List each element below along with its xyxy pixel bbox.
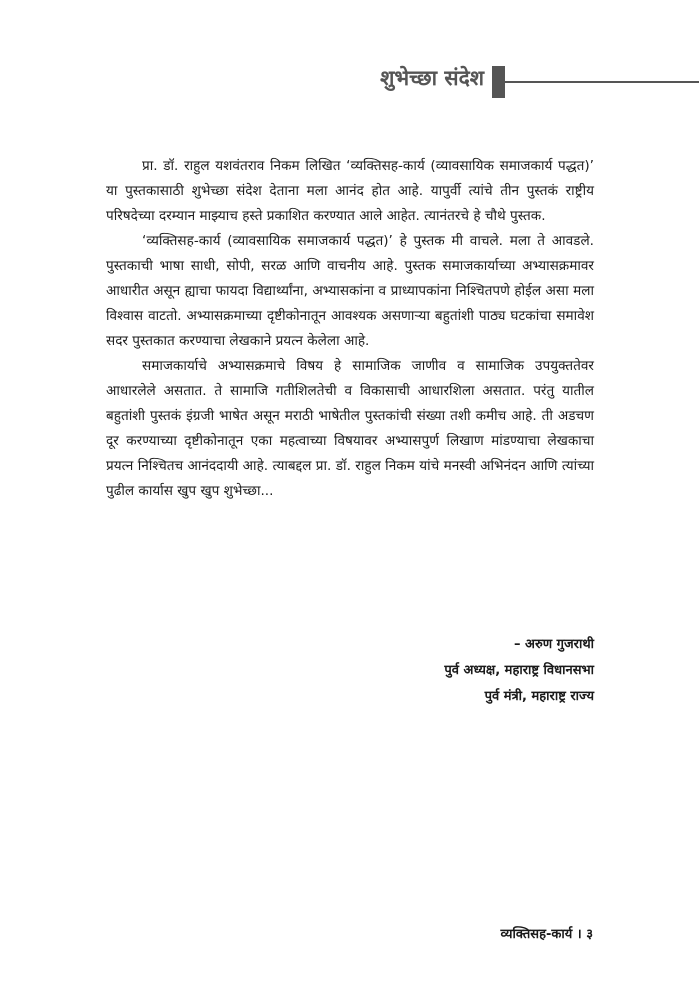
signature-block: [444, 632, 594, 710]
signatory-title-2: पुर्व मंत्री, महाराष्ट्र राज्य: [484, 689, 594, 704]
paragraph-3: समाजकार्याचे अभ्यासक्रमाचे विषय हे सामाजिक जाणीव व सामाजिक उपयुक्ततेवर आधारलेले असतात. ते सामाजि गतीशिलतेची व विकासाची आधारशिला असतात. परंतु यातील बहुतांशी पुस्तकं इंग्रजी भाषेत असून मराठी भाषेतील पुस्तकांची संख्या तशी कमीच आहे. ती अडचण दूर करण्याच्या दृष्टीकोनातून एका महत्वाच्या विषयावर अभ्यासपुर्ण लिखाण मांडण्याचा लेखकाचा प्रयत्न निश्चितच आनंददायी आहे. त्याबद्दल प्रा. डॉ. राहुल निकम यांचे मनस्वी अभिनंदन आणि त्यांच्या पुढील कार्यास खुप खुप शुभेच्छा...: [106, 358, 594, 499]
page-footer: व्यक्तिसह-कार्य । ३: [500, 927, 593, 942]
header-bar-block: [492, 66, 505, 98]
header-rule: [505, 81, 699, 83]
paragraph-2: ‘व्यक्तिसह-कार्य (व्यावसायिक समाजकार्य पद्धत)’ हे पुस्तक मी वाचले. मला ते आवडले. पुस्तकाची भाषा साधी, सोपी, सरळ आणि वाचनीय आहे. पुस्तक समाजकार्याच्या अभ्यासक्रमावर आधारीत असून ह्याचा फायदा विद्यार्थ्यांना, अभ्यासकांना व प्राध्यापकांना निश्चितपणे होईल असा मला विश्वास वाटतो. अभ्यासक्रमाच्या दृष्टीकोनातून आवश्यक असणाऱ्या बहुतांशी पाठ्य घटकांचा समावेश सदर पुस्तकात करण्याचा लेखकाने प्रयत्न केलेला आहे.: [106, 233, 594, 349]
section-title: शुभेच्छा संदेश: [380, 66, 484, 90]
page-header: [0, 62, 699, 102]
paragraph-1: प्रा. डॉ. राहुल यशवंतराव निकम लिखित ‘व्यक्तिसह-कार्य (व्यावसायिक समाजकार्य पद्धत)’ या पुस्तकासाठी शुभेच्छा संदेश देताना मला आनंद होत आहे. यापुर्वी त्यांचे तीन पुस्तकं राष्ट्रीय परिषदेच्या दरम्यान माझ्याच हस्ते प्रकाशित करण्यात आले आहेत. त्यानंतरचे हे चौथे पुस्तक.: [106, 158, 594, 224]
message-body: [106, 154, 594, 504]
signatory-title-1: पुर्व अध्यक्ष, महाराष्ट्र विधानसभा: [444, 663, 594, 678]
signatory-name: – अरुण गुजराथी: [514, 637, 594, 652]
